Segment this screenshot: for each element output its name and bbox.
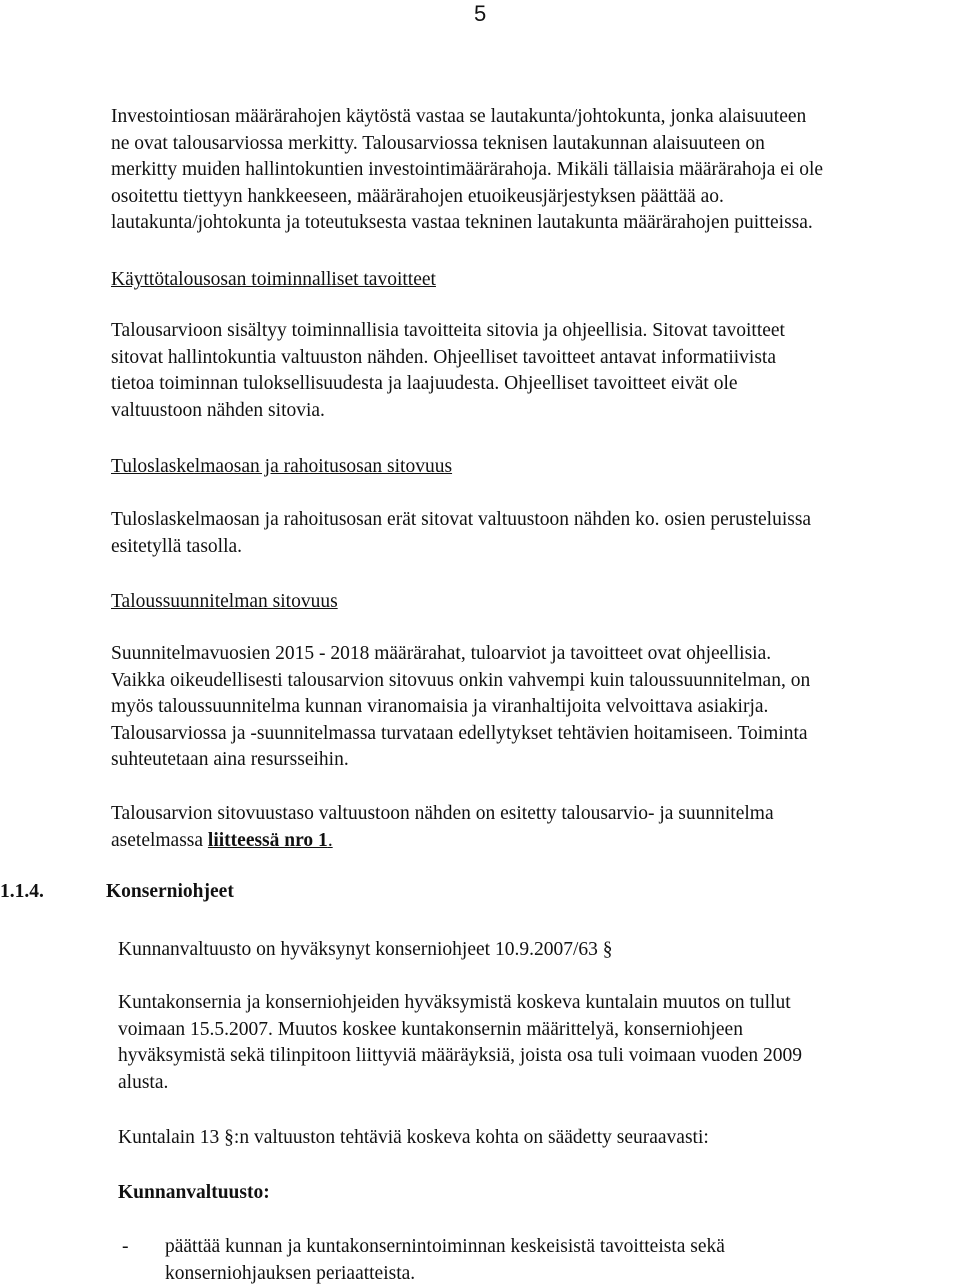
text-line: esitetyllä tasolla. [111,535,243,557]
text-line: suhteutetaan aina resursseihin. [111,749,349,771]
text-line: sitovat hallintokuntia valtuuston nähden. Ohjeelliset tavoitteet antavat informatiivista [111,346,777,368]
text-fragment: . [327,829,333,851]
operating-goals-paragraph [111,318,957,424]
text-line: alusta. [118,1071,169,1093]
text-line: Vaikka oikeudellisesti talousarvion sitovuus onkin vahvempi kuin taloussuunnitelman, on [111,669,811,691]
bullet-item [165,1234,945,1287]
text-line: hyväksymistä sekä tilinpitoon liittyviä määräyksiä, joista osa tuli voimaan vuoden 2009 [118,1045,803,1067]
income-statement-heading: Tuloslaskelmaosan ja rahoitusosan sitovuus [111,456,453,477]
text-line: merkitty muiden hallintokuntien investointimäärärahoja. Mikäli tällaisia määrärahoja ei ole [111,159,824,181]
text-line: tietoa toiminnan tuloksellisuudesta ja laajuudesta. Ohjeelliset tavoitteet eivät ole [111,373,738,395]
text-line: osoitettu tiettyyn hankkeeseen, määrärahojen etuoikeusjärjestyksen päättää ao. [111,185,724,207]
text-line: voimaan 15.5.2007. Muutos koskee kuntakonsernin määrittelyä, konserniohjeen [118,1018,743,1040]
section-title: Konserniohjeet [106,881,234,902]
text-line: Investointiosan määrärahojen käytöstä vastaa se lautakunta/johtokunta, jonka alaisuuteen [111,106,807,127]
text-line: ne ovat talousarviossa merkitty. Talousarviossa teknisen lautakunnan alaisuuteen on [111,132,765,154]
page-number: 5 [474,1,487,26]
operating-goals-heading: Käyttötalousosan toiminnalliset tavoitteet [111,269,436,290]
text-line: Tuloslaskelmaosan ja rahoitusosan erät sitovat valtuustoon nähden ko. osien perusteluissa [111,509,812,530]
text-fragment: asetelmassa [111,829,208,851]
text-line [111,828,957,855]
financial-plan-paragraph [111,641,957,774]
text-line: Suunnitelmavuosien 2015 - 2018 määrärahat, tuloarviot ja tavoitteet ovat ohjeellisia. [111,643,772,664]
appendix-link[interactable]: liitteessä nro 1 [207,829,328,851]
text-line: myös taloussuunnitelma kunnan viranomaisia ja viranhaltijoita velvoittava asiakirja. [111,696,769,718]
text-line: Talousarvion sitovuustaso valtuustoon nähden on esitetty talousarvio- ja suunnitelma [111,803,774,824]
bullet-dash: - [122,1236,129,1257]
law-change-paragraph [118,990,956,1096]
text-line: valtuustoon nähden sitovia. [111,399,325,421]
law-reference: Kuntalain 13 §:n valtuuston tehtäviä koskeva kohta on säädetty seuraavasti: [118,1127,709,1148]
text-line: Talousarviossa ja -suunnitelmassa turvataan edellytykset tehtävien hoitamiseen. Toiminta [111,722,808,744]
binding-level-paragraph [111,801,957,854]
income-statement-paragraph [111,507,957,560]
section-number: 1.1.4. [0,881,44,902]
investment-paragraph [111,104,957,237]
text-line: Kuntakonsernia ja konserniohjeiden hyväksymistä koskeva kuntalain muutos on tullut [118,992,791,1013]
guidelines-approved: Kunnanvaltuusto on hyväksynyt konserniohjeet 10.9.2007/63 § [118,939,613,960]
text-line: päättää kunnan ja kuntakonsernintoiminnan keskeisistä tavoitteista sekä [165,1236,725,1257]
text-line: lautakunta/johtokunta ja toteutuksesta vastaa tekninen lautakunta määrärahojen puitteissa. [111,212,813,234]
council-heading: Kunnanvaltuusto: [118,1182,270,1203]
financial-plan-heading: Taloussuunnitelman sitovuus [111,591,338,612]
text-line: konserniohjauksen periaatteista. [165,1262,416,1284]
text-line: Talousarvioon sisältyy toiminnallisia tavoitteita sitovia ja ohjeellisia. Sitovat tavoitteet [111,320,785,341]
